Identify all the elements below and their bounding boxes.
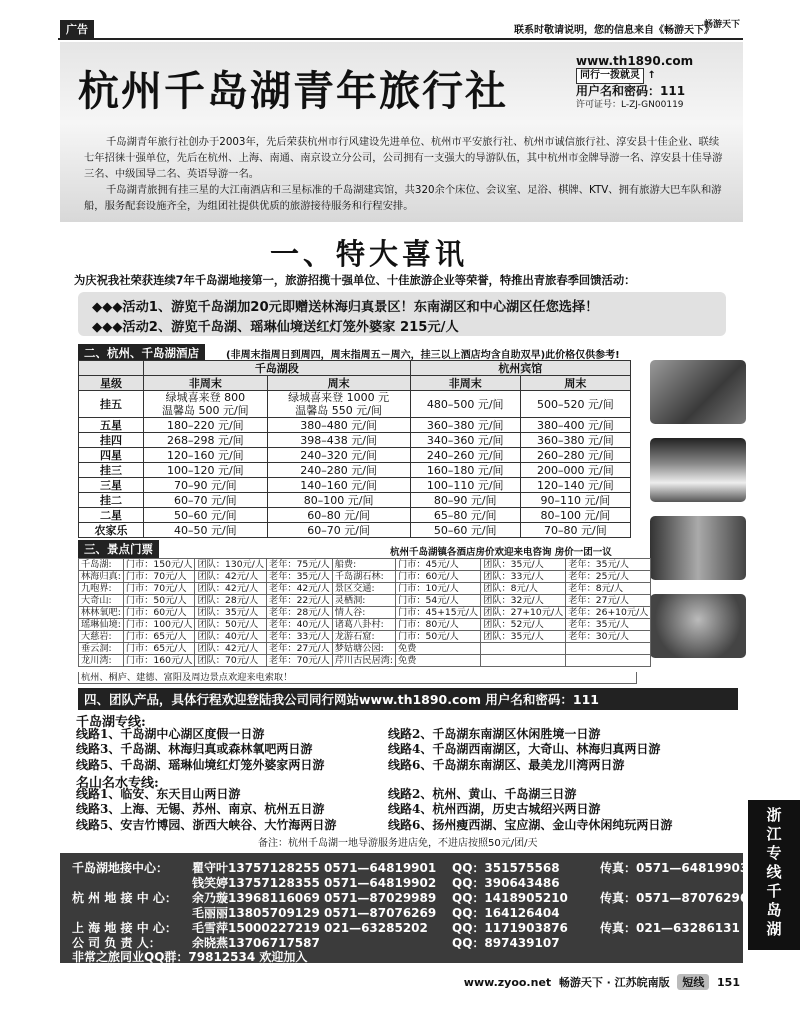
table-cell: 100–110 元/间 [410,478,520,493]
route-item: 线路2、千岛湖东南湖区休闲胜境一日游 [388,727,601,741]
table-cell: 团队：70元/人 [195,655,267,667]
table-header: 周末 [520,376,630,391]
section4-title: 四、团队产品，具体行程欢迎登陆我公司同行网站www.th1890.com 用户名和密码：111 [78,688,738,710]
contact-center: 公 司 负 责 人： [72,936,161,950]
side-char: 岛 [766,901,782,919]
table-cell: 老年：27元/人 [267,643,333,655]
ticket-table [78,558,651,667]
table-cell: 垂云洞: [79,643,124,655]
table-cell: 免费 [395,655,480,667]
table-cell: 老年：42元/人 [267,583,333,595]
table-cell: 龙游石窟: [332,631,395,643]
route-list [388,787,672,833]
table-cell: 绿城喜来登 800 温馨岛 500 元/间 [144,391,268,418]
table-cell: 团队：32元/人 [481,595,566,607]
route-group-title: 千岛湖专线: [76,715,146,730]
contact-qq: QQ：1171903876 [452,921,568,935]
table-row [79,508,631,523]
table-cell: 团队：27+10元/人 [481,607,566,619]
table-cell: 团队：8元/人 [481,583,566,595]
table-cell: 老年：27元/人 [566,595,651,607]
table-cell: 门市：100元/人 [123,619,195,631]
table-header [79,361,144,376]
table-cell: 260–280 元/间 [520,448,630,463]
table-cell: 林林氧吧: [79,607,124,619]
table-cell: 60–70 元/间 [144,493,268,508]
table-cell: 老年：70元/人 [267,655,333,667]
table-cell: 60–70 元/间 [267,523,410,538]
route-group-title: 名山名水专线: [76,776,159,791]
table-cell: 景区交通: [332,583,395,595]
ad-tag: 广告 [60,20,94,38]
hotel-table [78,360,631,538]
section3-title: 三、景点门票 [78,540,159,558]
table-row [79,595,651,607]
table-row [79,448,631,463]
intro-paragraph: 千岛湖青年旅行社创办于2003年，先后荣获杭州市行风建设先进单位、杭州市平安旅行社、杭州市诚信旅行社、淳安县十佳企业、联续七年招徕十强单位，先后在杭州、上海、南通、南京设立分公司，公司拥有一支强大的导游队伍，其中杭州市金牌导游一名、淳安县十佳导游三名、中级国导二名、英语导游一名。 [84,136,723,180]
table-cell: 老年：75元/人 [267,559,333,571]
table-cell: 大慈岩: [79,631,124,643]
hotel-rows [79,391,631,538]
table-cell: 80–100 元/间 [520,508,630,523]
side-char: 湖 [766,920,782,938]
contact-fax: 传真：021—63286131 [600,921,740,935]
table-cell: 团队：42元/人 [195,571,267,583]
table-cell: 门市：60元/人 [123,607,195,619]
website-box [576,54,716,112]
table-cell: 团队：35元/人 [195,607,267,619]
table-cell: 四星 [79,448,144,463]
table-cell: 门市：60元/人 [395,571,480,583]
table-cell: 诸葛八卦村: [332,619,395,631]
intro-paragraph: 千岛湖青旅拥有挂三星的大江南酒店和三星标准的千岛湖建宾馆，共320余个床位、会议室、足浴、棋牌、KTV、拥有旅游大巴车队和游船，服务配套设施齐全，为组团社提供优质的旅游接待服务和行程安排。 [84,184,722,212]
page-title: 杭州千岛湖青年旅行社 [78,67,508,115]
table-cell: 团队：130元/人 [195,559,267,571]
contact-qq: QQ：897439107 [452,936,560,950]
contact-phone: 余乃璇13968116069 0571—87029989 [192,891,437,905]
table-header: 周末 [267,376,410,391]
contact-fax: 传真：0571—87076296 [600,891,749,905]
table-cell: 140–160 元/间 [267,478,410,493]
table-cell: 团队：42元/人 [195,583,267,595]
table-row [79,478,631,493]
side-char: 专 [766,844,782,862]
table-row [79,391,631,418]
qq-group: 非常之旅同业QQ群：79812534 欢迎加入 [72,950,308,964]
table-cell: 门市：50元/人 [395,631,480,643]
table-row [79,643,651,655]
scenery-photo [650,360,746,424]
top-note: 联系时敬请说明，您的信息来自《畅游天下》 [514,25,714,36]
table-cell: 团队：28元/人 [195,595,267,607]
contact-fax: 传真：0571—64819903 [600,861,749,875]
website-url[interactable]: www.th1890.com [576,54,694,68]
table-cell: 老年：8元/人 [566,583,651,595]
table-cell: 100–120 元/间 [144,463,268,478]
table-cell: 老年：22元/人 [267,595,333,607]
table-cell: 三星 [79,478,144,493]
table-cell: 65–80 元/间 [410,508,520,523]
table-cell: 二星 [79,508,144,523]
contact-phone: 瞿守叶13757128255 0571—64819901 [192,861,437,875]
table-cell: 千岛湖石林: [332,571,395,583]
table-cell: 门市：50元/人 [123,595,195,607]
table-header: 非周末 [410,376,520,391]
route-list [76,727,324,773]
table-cell: 380–480 元/间 [267,418,410,433]
table-cell: 林海归真: [79,571,124,583]
table-cell: 80–90 元/间 [410,493,520,508]
table-cell: 180–220 元/间 [144,418,268,433]
scenery-photo [650,438,746,502]
table-cell [481,643,566,655]
page-footer [464,974,740,990]
table-cell: 门市：45元/人 [395,559,480,571]
table-row [79,559,651,571]
table-cell: 340–360 元/间 [410,433,520,448]
table-cell: 挂三 [79,463,144,478]
route-item: 线路3、千岛湖、林海归真或森林氧吧两日游 [76,742,313,757]
table-cell: 360–380 元/间 [410,418,520,433]
table-cell: 情人谷: [332,607,395,619]
table-cell: 70–80 元/间 [520,523,630,538]
table-cell: 挂四 [79,433,144,448]
footer-site[interactable]: www.zyoo.net [463,976,552,989]
promo-activity-2: ◆◆◆活动2、游览千岛湖、瑶琳仙境送红灯笼外婆家 215元/人 [92,320,459,335]
table-cell: 农家乐 [79,523,144,538]
contact-qq: QQ：1418905210 [452,891,568,905]
route-item: 线路5、安吉竹博园、浙西大峡谷、大竹海两日游 [76,817,337,832]
remark: 备注：杭州千岛湖一地导游服务进店免，不进店按照50元/团/天 [258,838,538,849]
promo-activity-1: ◆◆◆活动1、游览千岛湖加20元即赠送林海归真景区！东南湖区和中心湖区任您选择！ [92,300,599,315]
ticket-footnote: 杭州、桐庐、建德、富阳及周边景点欢迎来电索取！ [78,672,637,684]
table-cell [481,655,566,667]
table-cell: 门市：160元/人 [123,655,195,667]
intro-text [84,134,724,214]
table-cell: 门市：70元/人 [123,571,195,583]
table-cell: 200–000 元/间 [520,463,630,478]
table-cell: 团队：42元/人 [195,643,267,655]
footer-tag: 短线 [677,974,709,990]
ticket-note: 杭州千岛湖镇各酒店房价欢迎来电咨询 房价一团一议 [390,547,612,558]
table-cell: 40–50 元/间 [144,523,268,538]
route-list [76,787,336,833]
route-item: 线路4、千岛湖西南湖区，大奇山、林海归真两日游 [388,742,661,757]
table-cell: 80–100 元/间 [267,493,410,508]
table-header: 非周末 [144,376,268,391]
table-cell: 240–260 元/间 [410,448,520,463]
table-cell: 240–280 元/间 [267,463,410,478]
table-cell: 老年：30元/人 [566,631,651,643]
table-cell: 五星 [79,418,144,433]
account-info: 用户名和密码：111 [576,84,686,98]
contact-qq: QQ：164126404 [452,906,560,920]
table-row [79,433,631,448]
table-cell: 门市：10元/人 [395,583,480,595]
table-cell: 老年：35元/人 [267,571,333,583]
table-cell: 120–160 元/间 [144,448,268,463]
table-cell: 老年：40元/人 [267,619,333,631]
table-cell: 老年：33元/人 [267,631,333,643]
route-list [388,727,660,773]
route-item: 线路6、扬州瘦西湖、宝应湖、金山寺休闲纯玩两日游 [388,817,673,832]
table-cell: 挂二 [79,493,144,508]
table-cell: 门市：45+15元/人 [395,607,480,619]
table-cell: 500–520 元/间 [520,391,630,418]
contact-center: 杭 州 地 接 中 心： [72,891,177,905]
table-cell: 门市：70元/人 [123,583,195,595]
table-cell: 70–90 元/间 [144,478,268,493]
table-row [79,571,651,583]
table-cell: 老年：25元/人 [566,571,651,583]
table-cell: 芹川古民居湾: [332,655,395,667]
arrow-up-icon: ↑ [647,70,656,81]
table-cell [566,655,651,667]
table-cell: 160–180 元/间 [410,463,520,478]
table-row [79,418,631,433]
table-cell: 老年：26+10元/人 [566,607,651,619]
table-cell: 免费 [395,643,480,655]
table-cell: 380–400 元/间 [520,418,630,433]
table-cell: 大奇山: [79,595,124,607]
table-cell: 团队：50元/人 [195,619,267,631]
table-cell: 千岛湖: [79,559,124,571]
table-row [79,463,631,478]
table-cell: 240–320 元/间 [267,448,410,463]
table-cell: 老年：35元/人 [566,559,651,571]
table-cell: 120–140 元/间 [520,478,630,493]
table-cell: 灵栖洞: [332,595,395,607]
table-cell: 门市：54元/人 [395,595,480,607]
route-item: 线路4、杭州西湖，历史古城绍兴两日游 [388,802,601,817]
contact-phone: 毛丽丽13805709129 0571—87076269 [192,906,437,920]
table-cell: 门市：80元/人 [395,619,480,631]
contact-phone: 余晓燕13706717587 [192,936,320,950]
side-char: 浙 [766,806,782,824]
table-row [79,619,651,631]
table-cell: 瑶琳仙境: [79,619,124,631]
side-char: 千 [766,882,782,900]
table-cell: 门市：65元/人 [123,643,195,655]
table-row [79,523,631,538]
table-header: 星级 [79,376,144,391]
scenery-photo [650,594,746,658]
contact-qq: QQ：351575568 [452,861,560,875]
table-cell: 团队：35元/人 [481,631,566,643]
contact-phone: 钱笑婷13757128355 0571—64819902 [192,876,437,890]
table-cell: 480–500 元/间 [410,391,520,418]
table-row [79,655,651,667]
table-cell: 团队：52元/人 [481,619,566,631]
table-cell: 九咆界: [79,583,124,595]
side-tab [748,800,800,950]
table-cell: 90–110 元/间 [520,493,630,508]
table-row [79,493,631,508]
section1-title: 一、特大喜讯 [270,237,469,271]
route-item: 线路3、上海、无锡、苏州、南京、杭州五日游 [76,802,325,817]
table-cell: 268–298 元/间 [144,433,268,448]
promo-lead: 为庆祝我社荣获连续7年千岛湖地接第一，旅游招揽十强单位、十佳旅游企业等荣誉，特推出青旅春季回馈活动： [74,274,636,287]
table-cell: 门市：150元/人 [123,559,195,571]
table-cell: 门市：65元/人 [123,631,195,643]
magazine-logo: 畅游天下 [703,20,740,30]
side-char: 江 [766,825,782,843]
footer-magazine: 畅游天下 · 江苏皖南版 [558,976,670,989]
route-item: 线路5、千岛湖、瑶琳仙境红灯笼外婆家两日游 [76,757,325,772]
route-item: 线路1、临安、东天目山两日游 [76,787,241,801]
table-cell: 50–60 元/间 [144,508,268,523]
table-row [79,607,651,619]
table-cell: 360–380 元/间 [520,433,630,448]
table-cell [566,643,651,655]
table-cell: 挂五 [79,391,144,418]
table-cell: 绿城喜来登 1000 元 温馨岛 550 元/间 [267,391,410,418]
table-header: 杭州宾馆 [410,361,630,376]
table-cell: 团队：35元/人 [481,559,566,571]
table-cell: 50–60 元/间 [410,523,520,538]
contact-center: 上 海 地 接 中 心： [72,921,177,935]
route-item: 线路6、千岛湖东南湖区、最美龙川湾两日游 [388,757,625,772]
scenery-photo [650,516,746,580]
table-header: 千岛湖段 [144,361,411,376]
page-number: 151 [717,976,740,989]
contact-phone: 毛雪萍15000227219 021—63285202 [192,921,428,935]
contact-qq: QQ：390643486 [452,876,560,890]
table-cell: 团队：40元/人 [195,631,267,643]
table-cell: 梦姑塘公园: [332,643,395,655]
side-char: 线 [766,863,782,881]
table-row [79,631,651,643]
table-cell: 60–80 元/间 [267,508,410,523]
table-cell: 老年：35元/人 [566,619,651,631]
route-item: 线路2、杭州、黄山、千岛湖三日游 [388,787,577,801]
table-cell: 老年：28元/人 [267,607,333,619]
contact-panel [60,853,749,964]
hotel-note: (非周末指周日到周四，周末指周五－周六，挂三以上酒店均含自助双早)此价格仅供参考! [226,350,620,361]
table-row [79,583,651,595]
route-item: 线路1、千岛湖中心湖区度假一日游 [76,727,265,741]
table-cell: 团队：33元/人 [481,571,566,583]
table-cell: 船费: [332,559,395,571]
website-slogan: 同行一拨就灵 [576,68,644,84]
table-cell: 398–438 元/间 [267,433,410,448]
license-number: 许可证号：L-ZJ-GN00119 [576,100,684,110]
section2-title: 二、杭州、千岛湖酒店 [78,344,205,362]
table-cell: 龙川湾: [79,655,124,667]
contact-center: 千岛湖地接中心： [72,861,169,875]
